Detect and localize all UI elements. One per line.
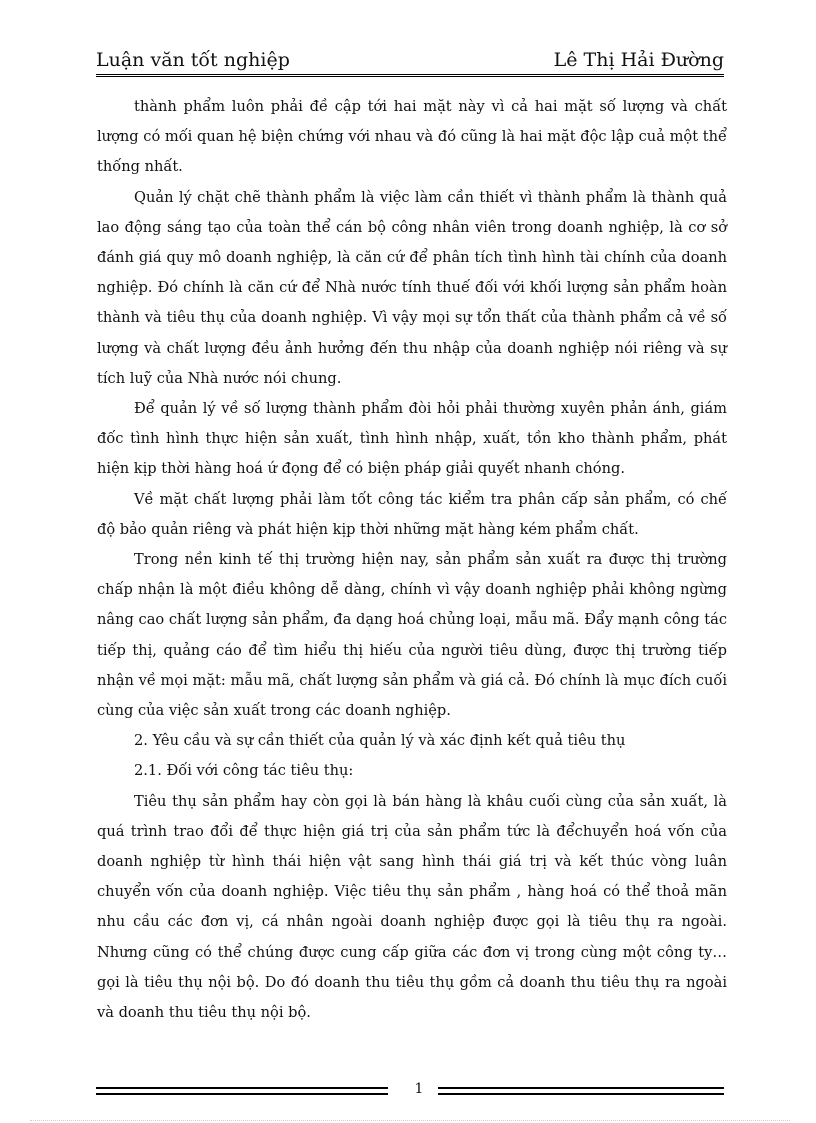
document-body bbox=[97, 92, 727, 1028]
paragraph-management-importance: Quản lý chặt chẽ thành phẩm là việc làm cần thiết vì thành phẩm là thành quả lao động sáng tạo của toàn thể cán bộ công nhân viên trong doanh nghiệp, là cơ sở đánh giá quy mô doanh nghiệp, là căn cứ để phân tích tình hình tài chính của doanh nghiệp. Đó chính là căn cứ để Nhà nước tính thuế đối với khối lượng sản phẩm hoàn thành và tiêu thụ của doanh nghiệp. Vì vậy mọi sự tổn thất của thành phẩm cả về số lượng và chất lượng đều ảnh hưởng đến thu nhập của doanh nghiệp nói riêng và sự tích luỹ của Nhà nước nói chung. bbox=[97, 188, 727, 387]
page-number: 1 bbox=[414, 1081, 424, 1097]
footer-rule-left bbox=[96, 1087, 388, 1095]
page-header bbox=[96, 48, 724, 77]
paragraph-market-economy: Trong nền kinh tế thị trường hiện nay, sản phẩm sản xuất ra được thị trường chấp nhận là một điều không dễ dàng, chính vì vậy doanh nghiệp phải không ngừng nâng cao chất lượng sản phẩm, đa dạng hoá chủng loại, mẫu mã. Đẩy mạnh công tác tiếp thị, quảng cáo để tìm hiểu thị hiếu của người tiêu dùng, được thị trường tiếp nhận về mọi mặt: mẫu mã, chất lượng sản phẩm và giá cả. Đó chính là mục đích cuối cùng của việc sản xuất trong các doanh nghiệp. bbox=[97, 551, 727, 720]
header-document-title: Luận văn tốt nghiệp bbox=[96, 49, 290, 71]
page-footer bbox=[96, 1080, 724, 1100]
paragraph-sales-definition: Tiêu thụ sản phẩm hay còn gọi là bán hàng là khâu cuối cùng của sản xuất, là quá trình trao đổi để thực hiện giá trị của sản phẩm tức là đểchuyển hoá vốn của doanh nghiệp từ hình thái hiện vật sang hình thái giá trị và kết thúc vòng luân chuyển vốn của doanh nghiệp. Việc tiêu thụ sản phẩm , hàng hoá có thể thoả mãn nhu cầu các đơn vị, cá nhân ngoài doanh nghiệp được gọi là tiêu thụ ra ngoài. Nhưng cũng có thể chúng được cung cấp giữa các đơn vị trong cùng một công ty… gọi là tiêu thụ nội bộ. Do đó doanh thu tiêu thụ gồm cả doanh thu tiêu thụ ra ngoài và doanh thu tiêu thụ nội bộ. bbox=[97, 792, 727, 1022]
footer-rule-right bbox=[438, 1087, 724, 1095]
paragraph-continuation: thành phẩm luôn phải đề cập tới hai mặt này vì cả hai mặt số lượng và chất lượng có mối quan hệ biện chứng với nhau và đó cũng là hai mặt độc lập cuả một thể thống nhất. bbox=[97, 98, 727, 176]
section-heading-requirements: 2. Yêu cầu và sự cần thiết của quản lý và xác định kết quả tiêu thụ bbox=[134, 732, 626, 750]
paragraph-quantity-management: Để quản lý về số lượng thành phẩm đòi hỏi phải thường xuyên phản ánh, giám đốc tình hình thực hiện sản xuất, tình hình nhập, xuất, tồn kho thành phẩm, phát hiện kịp thời hàng hoá ứ đọng để có biện pháp giải quyết nhanh chóng. bbox=[97, 400, 727, 478]
subsection-heading-sales: 2.1. Đối với công tác tiêu thụ: bbox=[134, 762, 354, 780]
paragraph-quality-management: Về mặt chất lượng phải làm tốt công tác kiểm tra phân cấp sản phẩm, có chế độ bảo quản riêng và phát hiện kịp thời những mặt hàng kém phẩm chất. bbox=[97, 490, 727, 538]
header-author-name: Lê Thị Hải Đường bbox=[553, 49, 724, 71]
page-edge-divider bbox=[30, 1120, 790, 1121]
